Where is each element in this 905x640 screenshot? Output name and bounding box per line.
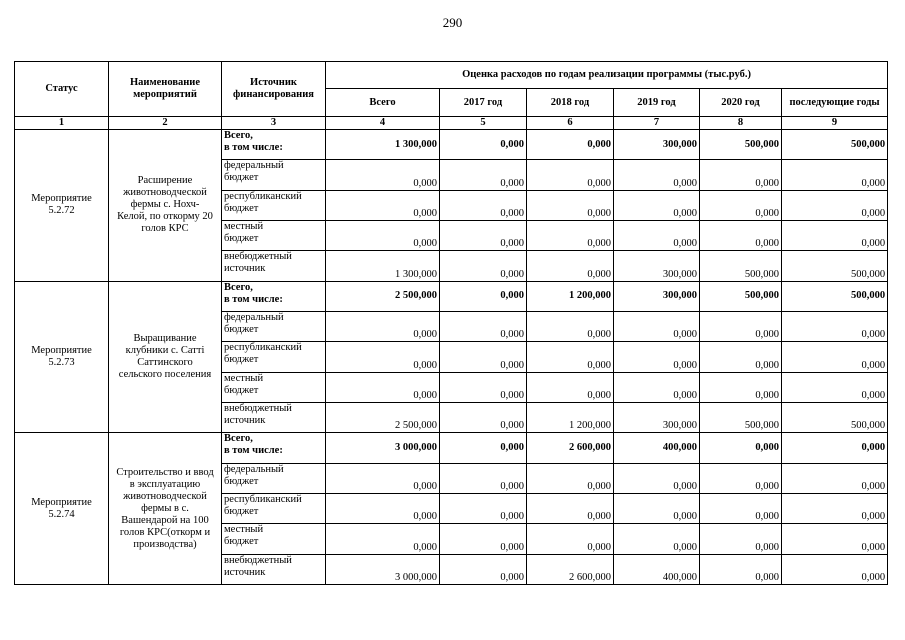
column-number: 8 (700, 117, 782, 130)
amount-cell: 0,000 (700, 342, 782, 372)
table-row-total (15, 130, 888, 160)
header-year: Всего (326, 89, 440, 117)
amount-cell: 300,000 (614, 130, 700, 160)
funding-source: республиканский бюджет (222, 342, 326, 372)
amount-cell: 300,000 (614, 251, 700, 281)
amount-cell: 0,000 (326, 160, 440, 190)
amount-cell: 0,000 (440, 190, 527, 220)
column-number: 4 (326, 117, 440, 130)
amount-cell: 0,000 (440, 281, 527, 311)
amount-cell: 1 200,000 (527, 402, 614, 432)
amount-cell: 2 500,000 (326, 402, 440, 432)
amount-cell: 0,000 (527, 372, 614, 402)
amount-cell: 0,000 (614, 372, 700, 402)
amount-cell: 0,000 (527, 130, 614, 160)
amount-cell: 1 300,000 (326, 251, 440, 281)
funding-source: Всего, в том числе: (222, 281, 326, 311)
amount-cell: 0,000 (440, 160, 527, 190)
funding-source: местный бюджет (222, 524, 326, 554)
activity-name: Строительство и ввод в эксплуатацию животноводческой фермы в с. Вашендарой на 100 голов КРС(откорм и производства) (109, 433, 222, 585)
amount-cell: 0,000 (527, 220, 614, 250)
amount-cell: 0,000 (614, 524, 700, 554)
amount-cell: 1 300,000 (326, 130, 440, 160)
amount-cell: 0,000 (614, 190, 700, 220)
amount-cell: 0,000 (782, 433, 888, 463)
funding-source: республиканский бюджет (222, 493, 326, 523)
table-row-total (15, 281, 888, 311)
column-number: 2 (109, 117, 222, 130)
amount-cell: 0,000 (440, 463, 527, 493)
amount-cell: 500,000 (700, 281, 782, 311)
amount-cell: 0,000 (614, 463, 700, 493)
activity-name: Выращивание клубники с. Саттi Саттинского сельского поселения (109, 281, 222, 433)
amount-cell: 300,000 (614, 281, 700, 311)
amount-cell: 3 000,000 (326, 433, 440, 463)
amount-cell: 0,000 (527, 311, 614, 341)
amount-cell: 0,000 (527, 190, 614, 220)
amount-cell: 0,000 (700, 220, 782, 250)
amount-cell: 0,000 (527, 251, 614, 281)
amount-cell: 0,000 (700, 554, 782, 584)
amount-cell: 0,000 (527, 493, 614, 523)
amount-cell: 0,000 (326, 190, 440, 220)
funding-source: федеральный бюджет (222, 311, 326, 341)
amount-cell: 0,000 (527, 160, 614, 190)
amount-cell: 2 500,000 (326, 281, 440, 311)
page-number: 290 (442, 15, 463, 30)
amount-cell: 0,000 (614, 311, 700, 341)
header-estimate: Оценка расходов по годам реализации программы (тыс.руб.) (326, 62, 888, 89)
amount-cell: 400,000 (614, 554, 700, 584)
amount-cell: 0,000 (614, 220, 700, 250)
activity-status: Мероприятие 5.2.74 (15, 433, 109, 585)
amount-cell: 0,000 (527, 463, 614, 493)
funding-source: внебюджетный источник (222, 402, 326, 432)
amount-cell: 0,000 (326, 342, 440, 372)
amount-cell: 0,000 (700, 524, 782, 554)
amount-cell: 0,000 (614, 493, 700, 523)
amount-cell: 500,000 (700, 251, 782, 281)
funding-source: местный бюджет (222, 220, 326, 250)
amount-cell: 0,000 (782, 220, 888, 250)
amount-cell: 0,000 (782, 372, 888, 402)
amount-cell: 500,000 (700, 130, 782, 160)
activity-status: Мероприятие 5.2.72 (15, 130, 109, 282)
amount-cell: 0,000 (440, 220, 527, 250)
funding-source: внебюджетный источник (222, 554, 326, 584)
table-row-total (15, 433, 888, 463)
column-number: 6 (527, 117, 614, 130)
amount-cell: 0,000 (614, 342, 700, 372)
header-status: Статус (15, 62, 109, 117)
amount-cell: 400,000 (614, 433, 700, 463)
amount-cell: 0,000 (782, 342, 888, 372)
amount-cell: 2 600,000 (527, 433, 614, 463)
funding-source: Всего, в том числе: (222, 433, 326, 463)
funding-source: внебюджетный источник (222, 251, 326, 281)
activity-status: Мероприятие 5.2.73 (15, 281, 109, 433)
amount-cell: 3 000,000 (326, 554, 440, 584)
amount-cell: 0,000 (782, 160, 888, 190)
header-year: 2018 год (527, 89, 614, 117)
funding-source: федеральный бюджет (222, 160, 326, 190)
amount-cell: 0,000 (440, 524, 527, 554)
amount-cell: 0,000 (326, 372, 440, 402)
table-body (15, 130, 888, 585)
amount-cell: 0,000 (700, 463, 782, 493)
amount-cell: 0,000 (440, 372, 527, 402)
amount-cell: 500,000 (700, 402, 782, 432)
amount-cell: 500,000 (782, 130, 888, 160)
amount-cell: 0,000 (326, 220, 440, 250)
amount-cell: 0,000 (700, 190, 782, 220)
amount-cell: 0,000 (440, 342, 527, 372)
amount-cell: 300,000 (614, 402, 700, 432)
amount-cell: 0,000 (527, 524, 614, 554)
amount-cell: 0,000 (326, 311, 440, 341)
header-year: 2019 год (614, 89, 700, 117)
amount-cell: 500,000 (782, 251, 888, 281)
amount-cell: 0,000 (440, 402, 527, 432)
header-source: Источник финансирования (222, 62, 326, 117)
header-year: 2017 год (440, 89, 527, 117)
column-number: 9 (782, 117, 888, 130)
funding-source: республиканский бюджет (222, 190, 326, 220)
column-number-row (15, 117, 888, 130)
amount-cell: 0,000 (326, 463, 440, 493)
column-number: 5 (440, 117, 527, 130)
amount-cell: 0,000 (700, 493, 782, 523)
amount-cell: 0,000 (440, 251, 527, 281)
column-number: 7 (614, 117, 700, 130)
amount-cell: 2 600,000 (527, 554, 614, 584)
header-name: Наименование мероприятий (109, 62, 222, 117)
amount-cell: 0,000 (782, 524, 888, 554)
amount-cell: 0,000 (782, 463, 888, 493)
amount-cell: 0,000 (440, 311, 527, 341)
funding-source: местный бюджет (222, 372, 326, 402)
amount-cell: 0,000 (527, 342, 614, 372)
header-year: 2020 год (700, 89, 782, 117)
budget-table (14, 61, 888, 585)
amount-cell: 0,000 (700, 160, 782, 190)
column-number: 3 (222, 117, 326, 130)
column-number: 1 (15, 117, 109, 130)
amount-cell: 0,000 (440, 433, 527, 463)
amount-cell: 0,000 (440, 554, 527, 584)
activity-name: Расширение животноводческой фермы с. Нохч- Келой, по откорму 20 голов КРС (109, 130, 222, 282)
amount-cell: 0,000 (782, 311, 888, 341)
funding-source: Всего, в том числе: (222, 130, 326, 160)
amount-cell: 0,000 (326, 524, 440, 554)
header-row-1 (15, 62, 888, 89)
amount-cell: 0,000 (782, 554, 888, 584)
amount-cell: 0,000 (782, 493, 888, 523)
amount-cell: 0,000 (700, 433, 782, 463)
funding-source: федеральный бюджет (222, 463, 326, 493)
amount-cell: 500,000 (782, 402, 888, 432)
amount-cell: 0,000 (700, 311, 782, 341)
amount-cell: 0,000 (326, 493, 440, 523)
amount-cell: 0,000 (614, 160, 700, 190)
amount-cell: 0,000 (782, 190, 888, 220)
amount-cell: 0,000 (440, 493, 527, 523)
header-year: последующие годы (782, 89, 888, 117)
amount-cell: 0,000 (700, 372, 782, 402)
amount-cell: 0,000 (440, 130, 527, 160)
amount-cell: 1 200,000 (527, 281, 614, 311)
amount-cell: 500,000 (782, 281, 888, 311)
